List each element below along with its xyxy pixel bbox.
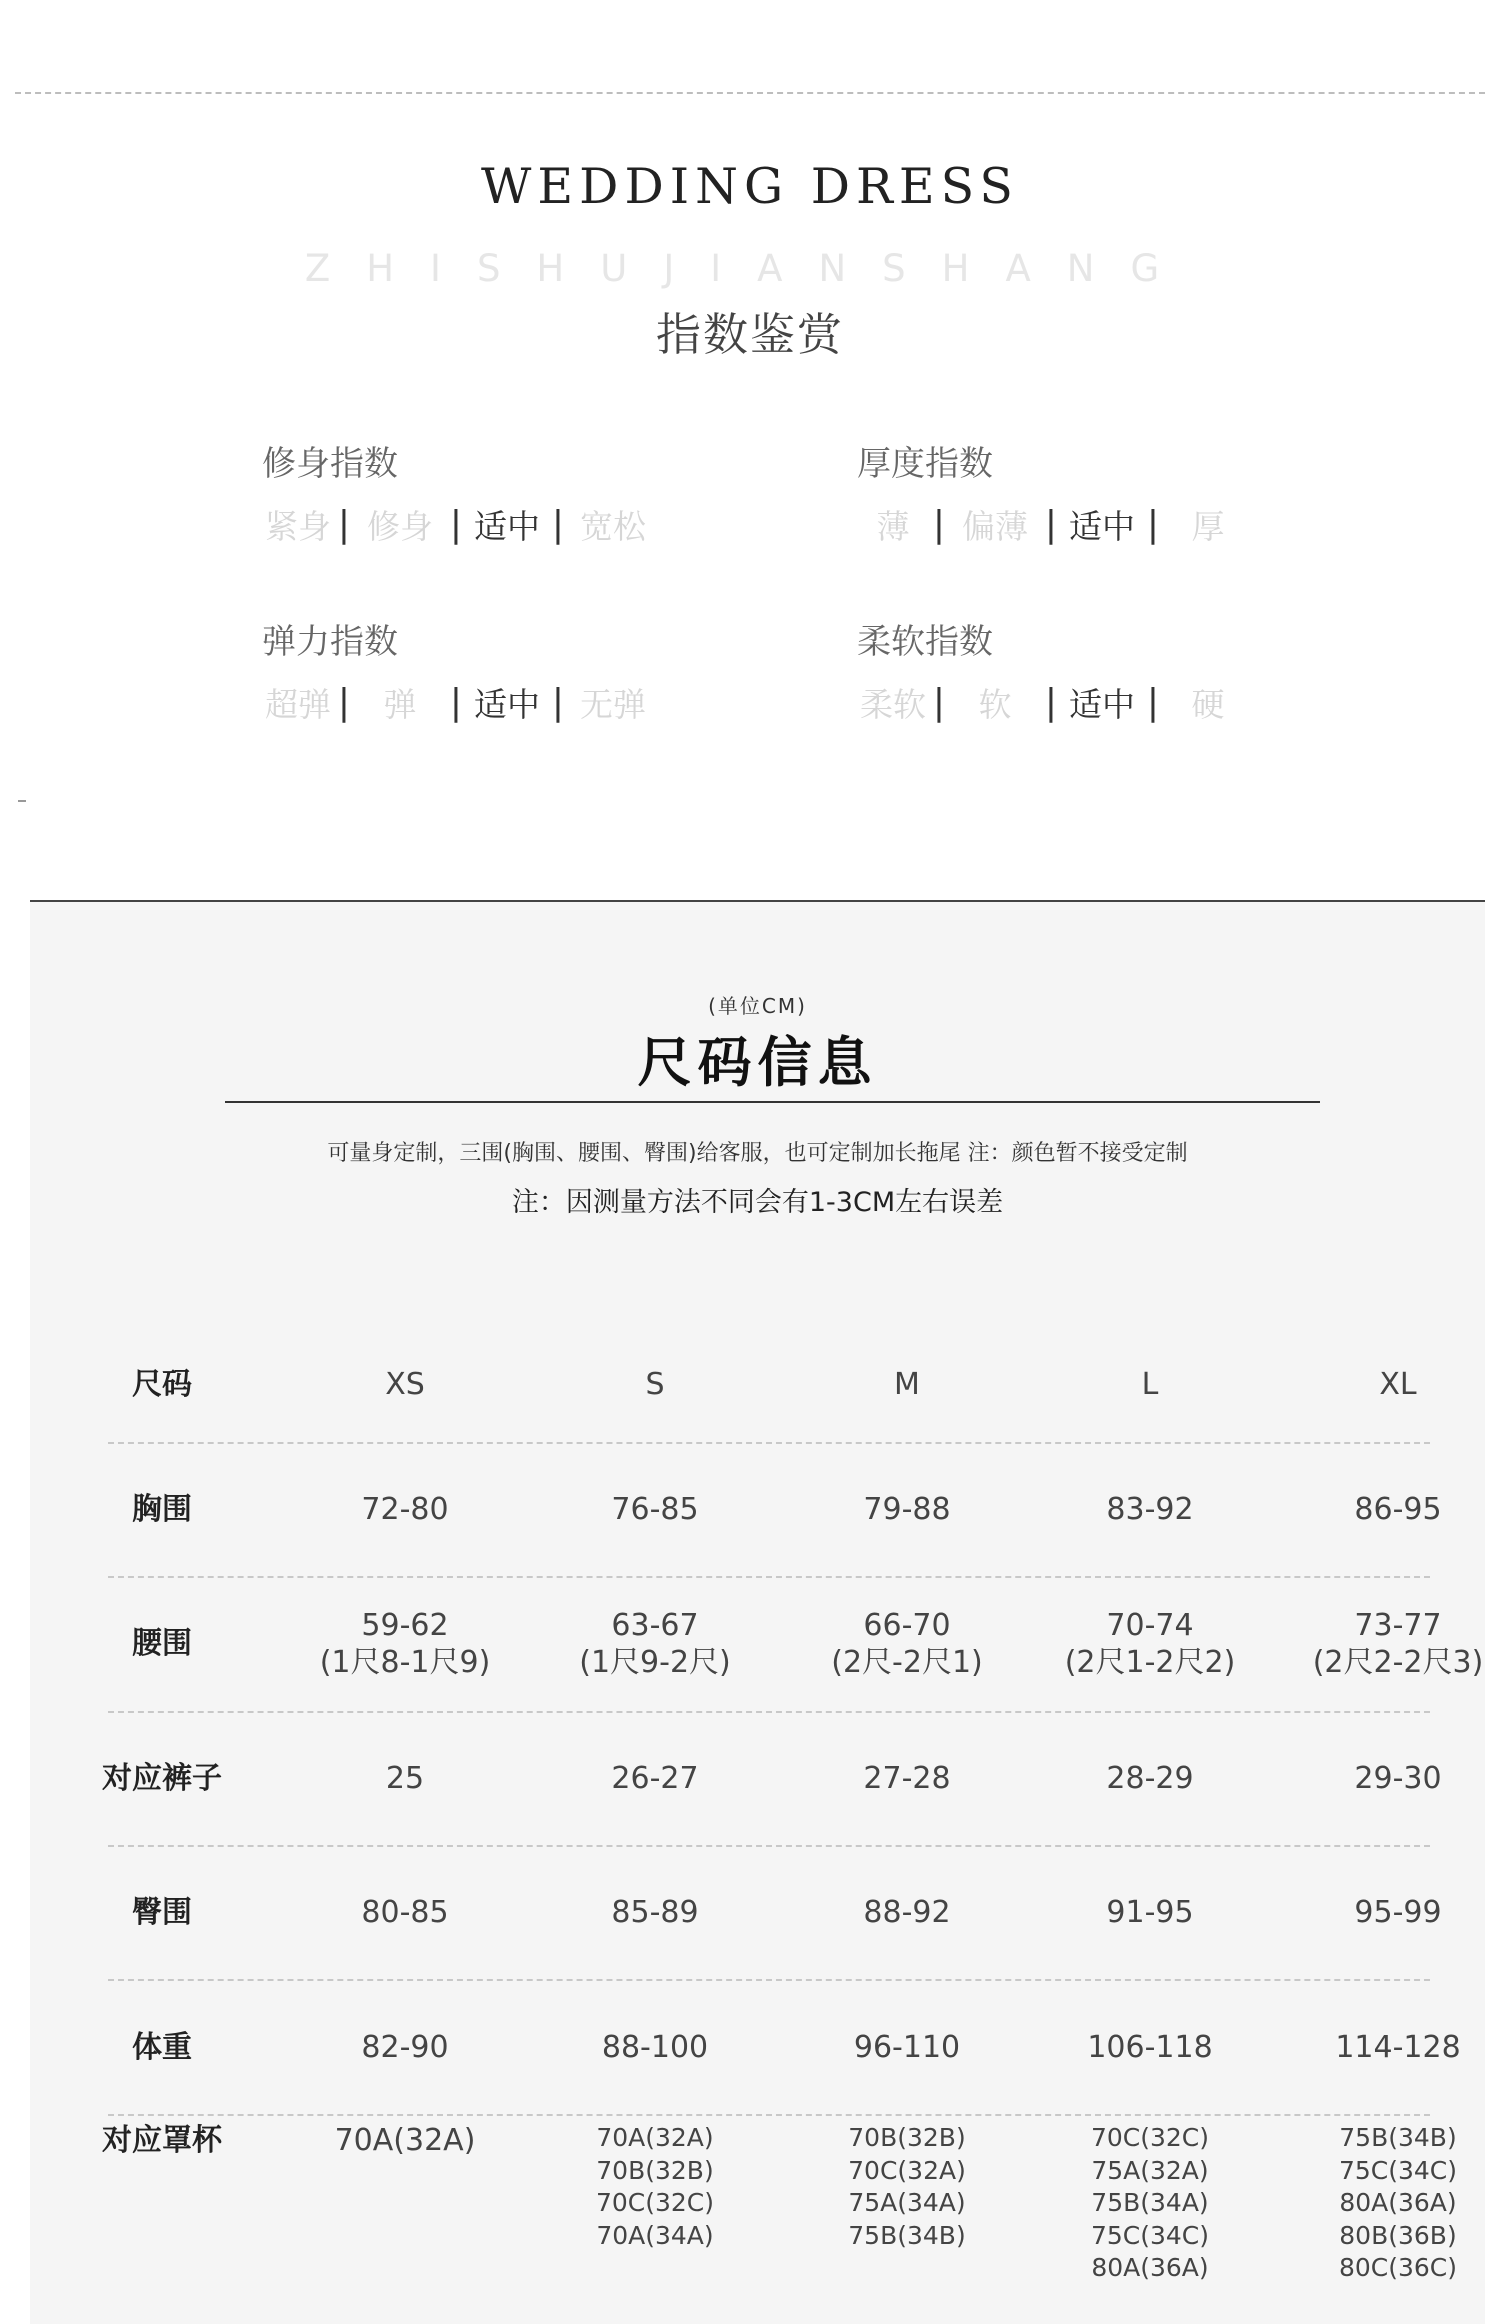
- table-cell: 76-85: [611, 1492, 699, 1528]
- table-cell: 88-92: [863, 1895, 951, 1931]
- scale-option: 薄: [876, 506, 910, 546]
- size-info-title: 尺码信息: [637, 1031, 878, 1094]
- table-cell: 106-118: [1087, 2030, 1213, 2066]
- row-divider: [108, 1845, 1430, 1847]
- row-divider: [108, 1979, 1430, 1981]
- table-cell: 70C(32C) 75A(32A) 75B(34A) 75C(34C) 80A(36A): [1090, 2123, 1210, 2282]
- row-label: 尺码: [132, 1367, 192, 1403]
- index-label: 厚度指数: [857, 444, 993, 484]
- title-chinese: 指数鉴赏: [655, 308, 844, 361]
- table-cell: 70A(32A) 70B(32B) 70C(32C) 70A(34A): [595, 2123, 715, 2250]
- index-block: [857, 436, 1253, 548]
- index-scale: [262, 678, 658, 726]
- scale-separator: |: [551, 681, 565, 723]
- scale-separator: |: [1044, 503, 1058, 545]
- table-cell: 25: [385, 1761, 425, 1797]
- scale-separator: |: [932, 503, 946, 545]
- table-row: [30, 1848, 1485, 1978]
- scale-option-selected: 适中: [1069, 506, 1135, 546]
- size-column-header: M: [894, 1367, 920, 1403]
- scale-separator: |: [449, 503, 463, 545]
- title-english: WEDDING DRESS: [481, 158, 1019, 215]
- row-divider: [108, 1576, 1430, 1578]
- title-underline: [225, 1101, 1320, 1103]
- table-row: [30, 1579, 1485, 1709]
- table-cell: 27-28: [863, 1761, 951, 1797]
- table-cell: 114-128: [1335, 2030, 1461, 2066]
- scale-option-selected: 适中: [1069, 684, 1135, 724]
- size-column-header: S: [645, 1367, 665, 1403]
- scale-option: 偏薄: [962, 506, 1028, 546]
- table-cell: 88-100: [601, 2030, 709, 2066]
- scale-option: 柔软: [860, 684, 926, 724]
- table-cell: 73-77 (2尺2-2尺3): [1312, 1607, 1484, 1680]
- table-cell: 85-89: [611, 1895, 699, 1931]
- scale-option: 软: [978, 684, 1012, 724]
- custom-note: 可量身定制，三围(胸围、腰围、臀围)给客服，也可定制加长拖尾 注：颜色暂不接受定制: [327, 1141, 1188, 1166]
- size-info-panel: [30, 900, 1485, 2324]
- unit-label: (单位CM): [708, 994, 807, 1018]
- scale-separator: |: [1146, 681, 1160, 723]
- table-cell: 83-92: [1106, 1492, 1194, 1528]
- index-label: 弹力指数: [262, 622, 398, 662]
- table-cell: 72-80: [361, 1492, 449, 1528]
- row-label: 对应裤子: [102, 1761, 222, 1797]
- table-cell: 29-30: [1354, 1761, 1442, 1797]
- scale-option: 超弹: [265, 684, 331, 724]
- table-row: [30, 1714, 1485, 1844]
- scale-separator: |: [449, 681, 463, 723]
- index-label: 修身指数: [262, 444, 398, 484]
- row-label: 对应罩杯: [102, 2123, 222, 2158]
- table-cell: 96-110: [853, 2030, 961, 2066]
- table-cell: 79-88: [863, 1492, 951, 1528]
- row-label: 臀围: [132, 1895, 192, 1931]
- index-scale: [857, 678, 1253, 726]
- table-row: [30, 1445, 1485, 1575]
- table-cell: 70-74 (2尺1-2尺2): [1064, 1607, 1236, 1680]
- index-scale: [857, 500, 1253, 548]
- size-column-header: XS: [385, 1367, 425, 1403]
- scale-option: 弹: [383, 684, 417, 724]
- table-cell: 28-29: [1106, 1761, 1194, 1797]
- scale-option: 宽松: [580, 506, 646, 546]
- scale-option: 厚: [1191, 506, 1225, 546]
- scale-option: 修身: [367, 506, 433, 546]
- table-cell: 63-67 (1尺9-2尺): [579, 1607, 731, 1680]
- scale-option: 无弹: [580, 684, 646, 724]
- scale-option: 硬: [1191, 684, 1225, 724]
- index-block: [262, 436, 658, 548]
- scale-option-selected: 适中: [474, 684, 540, 724]
- table-cell: 95-99: [1354, 1895, 1442, 1931]
- scale-separator: |: [1146, 503, 1160, 545]
- index-block: [857, 614, 1253, 726]
- row-label: 胸围: [132, 1492, 192, 1528]
- index-label: 柔软指数: [857, 622, 993, 662]
- size-column-header: XL: [1379, 1367, 1417, 1403]
- row-label: 腰围: [132, 1626, 192, 1662]
- stray-dash-mark: [18, 800, 26, 802]
- table-cell: 75B(34B) 75C(34C) 80A(36A) 80B(36B) 80C(36C): [1338, 2123, 1458, 2282]
- row-label: 体重: [132, 2030, 192, 2066]
- scale-separator: |: [337, 503, 351, 545]
- table-header-row: [30, 1330, 1485, 1440]
- scale-separator: |: [337, 681, 351, 723]
- index-block: [262, 614, 658, 726]
- table-cell: 59-62 (1尺8-1尺9): [319, 1607, 491, 1680]
- table-cell: 70B(32B) 70C(32A) 75A(34A) 75B(34B): [848, 2123, 966, 2250]
- table-cell: 66-70 (2尺-2尺1): [831, 1607, 983, 1680]
- row-divider: [108, 2114, 1430, 2116]
- table-row: [30, 1982, 1485, 2114]
- row-divider: [108, 1442, 1430, 1444]
- title-pinyin: ZHISHUJIANSHANG: [304, 247, 1196, 290]
- table-cell: 26-27: [611, 1761, 699, 1797]
- table-cell: 82-90: [361, 2030, 449, 2066]
- scale-separator: |: [932, 681, 946, 723]
- measure-note: 注：因测量方法不同会有1-3CM左右误差: [511, 1187, 1004, 1218]
- top-dashed-divider: [15, 92, 1485, 94]
- scale-option-selected: 适中: [474, 506, 540, 546]
- table-cell: 86-95: [1354, 1492, 1442, 1528]
- scale-separator: |: [551, 503, 565, 545]
- index-scale: [262, 500, 658, 548]
- table-cell: 91-95: [1106, 1895, 1194, 1931]
- scale-separator: |: [1044, 681, 1058, 723]
- table-cell: 70A(32A): [334, 2123, 476, 2158]
- size-column-header: L: [1141, 1367, 1159, 1403]
- scale-option: 紧身: [265, 506, 331, 546]
- row-divider: [108, 1711, 1430, 1713]
- table-row: [30, 2122, 1485, 2322]
- table-cell: 80-85: [361, 1895, 449, 1931]
